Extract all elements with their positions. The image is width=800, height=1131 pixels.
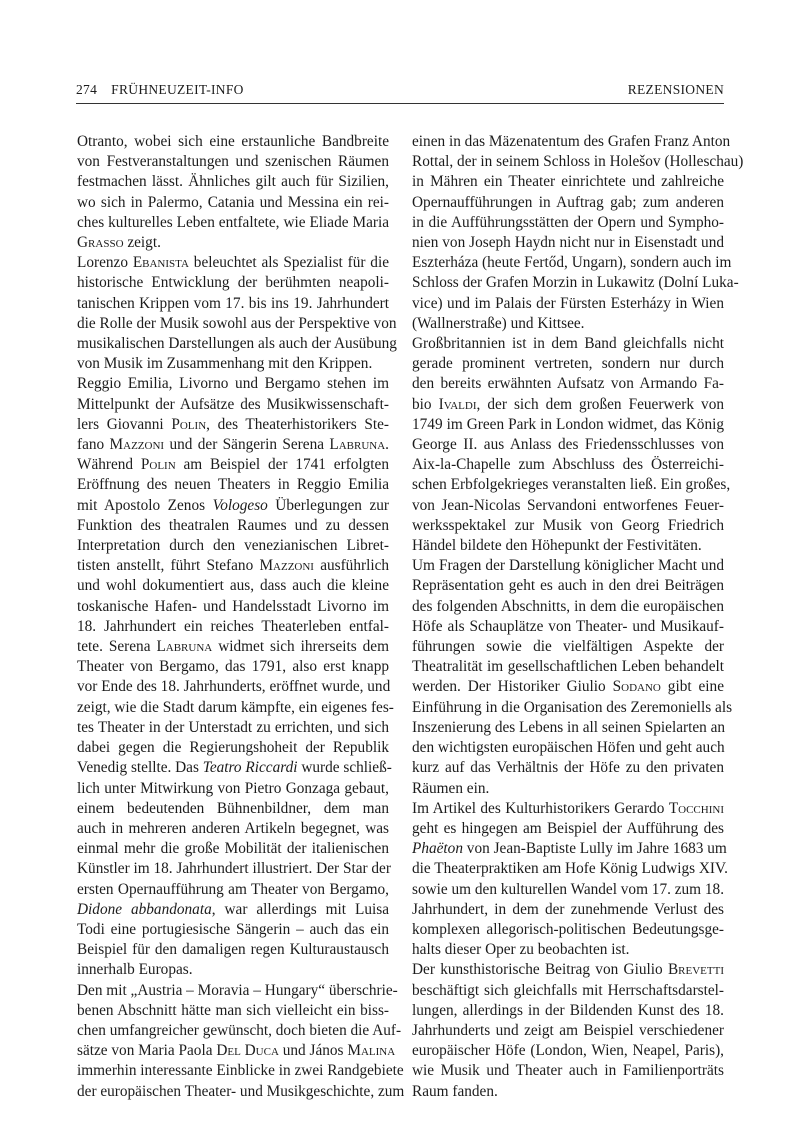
text-line: Jahrhundert, in dem der zunehmende Verlust des xyxy=(412,900,724,918)
text-line: lich unter Mitwirkung von Pietro Gonzaga gebaut, xyxy=(77,779,389,797)
text-line: fano Mazzoni und der Sängerin Serena Labruna. xyxy=(77,436,389,454)
text-line: Funktion des theatralen Raumes und zu dessen xyxy=(77,516,389,534)
text-line: europäischer Höfe (London, Wien, Neapel, Paris), xyxy=(412,1042,724,1060)
section-title: REZENSIONEN xyxy=(627,82,724,97)
text-line: Den mit „Austria – Moravia – Hungary“ überschrie- xyxy=(77,981,398,999)
text-line: Raum fanden. xyxy=(412,1082,498,1100)
text-line: den wichtigsten europäischen Höfen und geht auch xyxy=(412,739,725,757)
text-line: Der kunsthistorische Beitrag von Giulio Brevetti xyxy=(412,961,724,979)
text-line: von Jean-Nicolas Servandoni entworfenes Feuer- xyxy=(412,496,724,514)
text-line: Im Artikel des Kulturhistorikers Gerardo Tocchini xyxy=(412,799,724,817)
text-line: lers Giovanni Polin, des Theaterhistorikers Ste- xyxy=(77,415,389,433)
right-text-column xyxy=(412,132,744,1102)
text-line: Großbritannien ist in dem Band gleichfalls nicht xyxy=(412,335,724,353)
author-name: Tocchini xyxy=(668,799,724,817)
text-line: mit Apostolo Zenos Vologeso Überlegungen zur xyxy=(77,496,389,514)
paragraph xyxy=(412,334,731,556)
text-line: Interpretation durch den venezianischen Libret- xyxy=(77,537,389,555)
text-line: Otranto, wobei sich eine erstaunliche Bandbreite xyxy=(77,133,389,150)
text-line: sowie um den kulturellen Wandel vom 17. zum 18. xyxy=(412,880,725,898)
journal-title: FRÜHNEUZEIT-INFO xyxy=(111,82,244,97)
work-title: Phaëton xyxy=(412,840,463,858)
text-line: Beispiel für den damaligen regen Kulturaustausch xyxy=(77,941,389,959)
text-line: die Theaterpraktiken am Hofe König Ludwigs XIV. xyxy=(412,860,728,878)
text-line: George II. aus Anlass des Friedensschlusses von xyxy=(412,436,724,454)
text-line: Opernaufführungen in Auftrag gab; zum anderen xyxy=(412,193,724,211)
text-line: Mittelpunkt der Aufsätze des Musikwissenschaft- xyxy=(77,395,389,413)
text-line: Rottal, der in seinem Schloss in Holešov (Holleschau) xyxy=(412,153,744,171)
text-line: benen Abschnitt hätte man sich vielleicht ein biss- xyxy=(77,1001,389,1019)
text-line: Theater von Bergamo, das 1791, also erst knapp xyxy=(77,658,389,676)
text-line: dabei gegen die Regierungshoheit der Republik xyxy=(77,739,389,757)
text-line: halts dieser Oper zu beobachten ist. xyxy=(412,941,630,959)
text-line: Aix-la-Chapelle zum Abschluss des Österreichi- xyxy=(412,456,724,474)
text-line: wie Musik und Theater auch in Familienporträts xyxy=(412,1062,724,1080)
author-name: Polin xyxy=(140,456,176,474)
text-line: werden. Der Historiker Giulio Sodano gibt eine xyxy=(412,678,724,696)
text-line: der europäischen Theater- und Musikgeschichte, zum xyxy=(77,1082,405,1100)
text-line: von Festveranstaltungen und szenischen Räumen xyxy=(77,153,389,171)
text-line: ches kulturelles Leben entfaltete, wie Eliade Maria xyxy=(77,213,389,231)
text-line: Didone abbandonata, war allerdings mit Luisa xyxy=(77,900,389,918)
text-line: musikalischen Darstellungen als auch der Ausübung xyxy=(77,335,397,353)
text-line: Höfe als Schauplätze von Theater- und Musikauf- xyxy=(412,617,724,635)
author-name: Mazzoni xyxy=(259,557,314,575)
text-line: einen in das Mäzenatentum des Grafen Franz Anton xyxy=(412,133,731,150)
text-line: tes Theater in der Unterstadt zu errichten, und sich xyxy=(77,718,389,736)
text-line: (Wallnerstraße) und Kittsee. xyxy=(412,314,585,332)
text-line: die Rolle der Musik sowohl aus der Perspektive von xyxy=(77,314,397,332)
text-line: toskanische Hafen- und Handelsstadt Livorno im xyxy=(77,597,389,615)
left-text-column xyxy=(77,132,405,1102)
text-line: führungen sowie die vielfältigen Aspekte der xyxy=(412,638,724,656)
text-line: Venedig stellte. Das Teatro Riccardi wurde schließ- xyxy=(77,759,392,777)
author-name: Polin xyxy=(171,415,207,433)
text-line: vice) und im Palais der Fürsten Esterházy in Wien xyxy=(412,294,724,312)
text-line: innerhalb Europas. xyxy=(77,961,193,979)
work-title: Vologeso xyxy=(212,496,268,514)
text-line: festmachen lässt. Ähnliches gilt auch für Sizilien, xyxy=(77,173,389,191)
text-line: tanischen Krippen vom 17. bis ins 19. Jahrhundert xyxy=(77,294,389,312)
author-name: Labruna xyxy=(156,638,213,656)
work-title: Teatro Riccardi xyxy=(202,759,298,777)
text-line: vor Ende des 18. Jahrhunderts, eröffnet wurde, und xyxy=(77,678,391,696)
paragraph xyxy=(412,960,724,1101)
text-line: wo sich in Palermo, Catania und Messina ein rei- xyxy=(77,193,389,211)
text-line: Grasso zeigt. xyxy=(77,234,161,252)
text-line: Theatralität im gesellschaftlichen Leben behandelt xyxy=(412,658,724,676)
text-line: bio Ivaldi, der sich dem großen Feuerwerk von xyxy=(412,395,725,413)
text-line: komplexen allegorisch-politischen Bedeutungsge- xyxy=(412,920,724,938)
text-line: Um Fragen der Darstellung königlicher Macht und xyxy=(412,557,724,575)
paragraph xyxy=(77,132,389,253)
text-line: gerade prominent vertreten, sondern nur durch xyxy=(412,355,724,373)
author-name: Malina xyxy=(347,1042,396,1060)
text-line: Eröffnung des neuen Theaters in Reggio Emilia xyxy=(77,476,389,494)
paragraph xyxy=(77,374,394,980)
text-line: Jahrhunderts und zeigt am Beispiel verschiedener xyxy=(412,1021,724,1039)
text-line: von Musik im Zusammenhang mit den Krippen. xyxy=(77,355,373,373)
text-line: Händel bildete den Höhepunkt der Festivitäten. xyxy=(412,537,702,555)
text-line: Eszterháza (heute Fertőd, Ungarn), sondern auch im xyxy=(412,254,732,272)
text-line: Inszenierung des Lebens in all seinen Spielarten an xyxy=(412,718,726,736)
text-line: des folgenden Abschnitts, in dem die europäischen xyxy=(412,597,724,615)
author-name: Del Duca xyxy=(216,1042,279,1060)
text-line: geht es hingegen am Beispiel der Aufführung des xyxy=(412,819,724,837)
text-line: Während Polin am Beispiel der 1741 erfolgten xyxy=(77,456,389,474)
page-number: 274 xyxy=(76,82,98,97)
text-line: lungen, allerdings in der Bildenden Kunst des 18. xyxy=(412,1001,724,1019)
text-line: einem bedeutenden Bühnenbildner, dem man xyxy=(77,799,389,817)
text-line: Todi eine portugiesische Sängerin – auch das ein xyxy=(77,920,389,938)
text-line: Einführung in die Organisation des Zeremoniells als xyxy=(412,698,733,716)
text-line: nien von Joseph Haydn nicht nur in Eisenstadt und xyxy=(412,234,724,252)
text-line: Schloss der Grafen Morzin in Lukawitz (Dolní Luka- xyxy=(412,274,739,292)
paragraph xyxy=(412,556,733,798)
text-line: zeigt, wie die Stadt darum kämpfte, ein eigenes fes- xyxy=(77,698,394,716)
author-name: Mazzoni xyxy=(109,436,165,454)
paragraph xyxy=(77,981,405,1102)
text-line: Räumen ein. xyxy=(412,779,490,797)
text-line: Repräsentation geht es auch in den drei Beiträgen xyxy=(412,577,724,595)
text-line: den bereits erwähnten Aufsatz von Armando Fa- xyxy=(412,375,724,393)
text-line: beschäftigt sich gleichfalls mit Herrschaftsdarstel- xyxy=(412,981,724,999)
text-line: kurz auf das Verhältnis der Höfe zu den privaten xyxy=(412,759,724,777)
text-line: Reggio Emilia, Livorno und Bergamo stehen im xyxy=(77,375,389,393)
text-line: einmal mehr die große Mobilität der italienischen xyxy=(77,840,389,858)
work-title: Didone abbandonata xyxy=(77,900,212,918)
text-line: 18. Jahrhundert ein reiches Theaterleben entfal- xyxy=(77,617,389,635)
text-line: Phaëton von Jean-Baptiste Lully im Jahre 1683 um xyxy=(412,840,727,858)
text-line: und wohl dokumentiert aus, dass auch die kleine xyxy=(77,577,389,595)
text-line: in die Aufführungsstätten der Opern und Sympho- xyxy=(412,213,724,231)
author-name: Grasso xyxy=(77,234,124,252)
text-line: Lorenzo Ebanista beleuchtet als Spezialist für die xyxy=(77,254,389,272)
text-line: chen umfangreicher gewünscht, doch bieten die Auf- xyxy=(77,1021,402,1039)
text-line: Künstler im 18. Jahrhundert illustriert. Der Star der xyxy=(77,860,391,878)
text-line: immerhin interessante Einblicke in zwei Randgebiete xyxy=(77,1062,404,1080)
text-line: tisten anstellt, führt Stefano Mazzoni ausführlich xyxy=(77,557,390,575)
header-rule xyxy=(76,103,724,104)
text-line: historische Entwicklung der berühmten neapoli- xyxy=(77,274,389,292)
paragraph xyxy=(412,132,744,334)
author-name: Brevetti xyxy=(667,961,724,979)
paragraph xyxy=(77,253,397,374)
author-name: Sodano xyxy=(612,678,661,696)
author-name: Ebanista xyxy=(132,254,189,272)
text-line: in Mähren ein Theater einrichtete und zahlreiche xyxy=(412,173,724,191)
text-line: auch in mehreren anderen Artikeln begegnet, was xyxy=(77,819,389,837)
text-line: tete. Serena Labruna widmet sich ihrerseits dem xyxy=(77,638,389,656)
author-name: Ivaldi xyxy=(438,395,477,413)
paragraph xyxy=(412,799,728,961)
text-line: schen Erbfolgekrieges veranstalten ließ. Ein großes, xyxy=(412,476,731,494)
author-name: Labruna xyxy=(329,436,386,454)
running-head-left xyxy=(76,82,244,98)
text-line: 1749 im Green Park in London widmet, das König xyxy=(412,415,724,433)
text-line: sätze von Maria Paola Del Duca und János Malina xyxy=(77,1042,396,1060)
text-line: ersten Opernaufführung am Theater von Bergamo, xyxy=(77,880,389,898)
text-line: werksspektakel zur Musik von Georg Friedrich xyxy=(412,516,724,534)
